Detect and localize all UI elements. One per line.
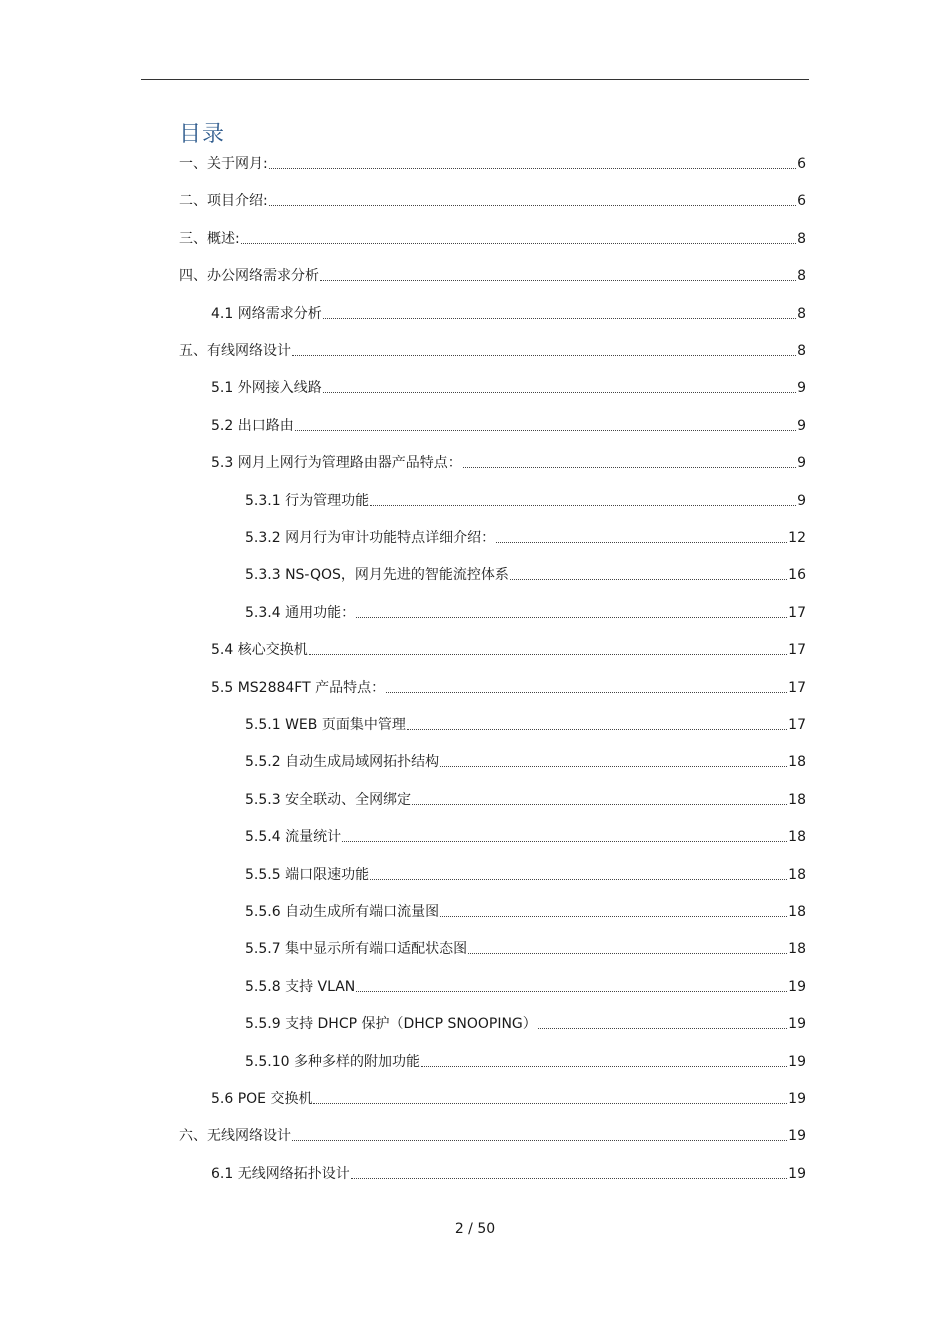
toc-entry-label: 五、有线网络设计	[179, 343, 291, 359]
toc-dot-leader	[269, 205, 796, 206]
toc-dot-leader	[351, 1178, 787, 1179]
toc-entry-page: 19	[788, 1128, 806, 1145]
toc-dot-leader	[313, 1103, 787, 1104]
toc-dot-leader	[356, 617, 787, 618]
toc-entry[interactable]	[179, 339, 806, 361]
toc-entry-label: 5.3.4 通用功能：	[245, 604, 356, 621]
toc-entry-page: 8	[797, 230, 806, 247]
toc-entry[interactable]	[245, 563, 806, 585]
toc-entry[interactable]	[245, 937, 806, 959]
toc-entry[interactable]	[245, 489, 806, 511]
toc-entry-label: 5.5.9 支持 DHCP 保护（DHCP SNOOPING）	[245, 1016, 537, 1033]
toc-dot-leader	[496, 542, 787, 543]
toc-dot-leader	[295, 430, 796, 431]
toc-entry[interactable]	[211, 451, 806, 473]
toc-dot-leader	[356, 991, 787, 992]
toc-entry-label: 六、无线网络设计	[179, 1128, 291, 1145]
toc-entry-label: 5.3.1 行为管理功能	[245, 492, 370, 509]
toc-entry-label: 5.3.2 网月行为审计功能特点详细介绍：	[245, 530, 496, 546]
toc-entry-label: 6.1 无线网络拓扑设计	[211, 1165, 350, 1182]
toc-entry[interactable]	[179, 227, 806, 249]
toc-entry-page: 18	[788, 791, 806, 808]
toc-entry-page: 18	[788, 904, 806, 920]
toc-entry-label: 一、关于网月:	[179, 156, 268, 172]
toc-entry-page: 9	[797, 492, 806, 509]
toc-entry-label: 5.4 核心交换机	[211, 642, 308, 659]
toc-dot-leader	[342, 841, 787, 842]
header-rule	[141, 79, 809, 80]
toc-entry[interactable]	[245, 863, 806, 885]
toc-entry-page: 17	[788, 717, 806, 733]
toc-dot-leader	[412, 804, 787, 805]
toc-entry-page: 6	[797, 156, 806, 172]
toc-entry[interactable]	[245, 1012, 806, 1034]
toc-entry[interactable]	[211, 1087, 806, 1109]
toc-entry-page: 17	[788, 604, 806, 621]
toc-entry-page: 8	[797, 268, 806, 285]
toc-dot-leader	[386, 692, 787, 693]
toc-entry-page: 9	[797, 380, 806, 397]
toc-entry-page: 8	[797, 343, 806, 359]
toc-entry-page: 12	[788, 530, 806, 546]
toc-entry-label: 5.2 出口路由	[211, 417, 294, 434]
toc-entry-page: 19	[788, 1165, 806, 1182]
toc-entry-label: 5.5.2 自动生成局域网拓扑结构	[245, 754, 440, 771]
toc-entry-label: 二、项目介绍:	[179, 193, 268, 210]
toc-dot-leader	[468, 953, 787, 954]
toc-dot-leader	[510, 579, 787, 580]
toc-entry[interactable]	[245, 825, 806, 847]
toc-entry-label: 5.5.10 多种多样的附加功能	[245, 1053, 420, 1070]
toc-entry[interactable]	[245, 750, 806, 772]
toc-entry-label: 5.5.1 WEB 页面集中管理	[245, 717, 406, 733]
toc-entry[interactable]	[211, 1162, 806, 1184]
toc-dot-leader	[323, 392, 796, 393]
toc-dot-leader	[292, 1140, 787, 1141]
toc-dot-leader	[440, 766, 787, 767]
toc-dot-leader	[538, 1028, 787, 1029]
toc-dot-leader	[421, 1066, 787, 1067]
toc-entry-page: 18	[788, 941, 806, 958]
toc-entry-label: 5.3.3 NS-QOS，网月先进的智能流控体系	[245, 567, 509, 584]
toc-entry-page: 18	[788, 829, 806, 846]
toc-entry-label: 5.5.5 端口限速功能	[245, 866, 370, 883]
toc-dot-leader	[463, 467, 796, 468]
toc-dot-leader	[269, 168, 796, 169]
toc-entry[interactable]	[179, 264, 806, 286]
toc-entry-label: 5.5.6 自动生成所有端口流量图	[245, 904, 440, 920]
toc-entry[interactable]	[245, 713, 806, 735]
toc-entry[interactable]	[179, 152, 806, 174]
toc-entry-label: 5.5.4 流量统计	[245, 829, 342, 846]
toc-dot-leader	[440, 916, 787, 917]
toc-dot-leader	[320, 280, 796, 281]
toc-entry-page: 17	[788, 679, 806, 696]
toc-entry-page: 19	[788, 1091, 806, 1107]
toc-entry[interactable]	[245, 900, 806, 922]
toc-entry[interactable]	[211, 376, 806, 398]
toc-dot-leader	[292, 355, 796, 356]
toc-entry-label: 5.5.3 安全联动、全网绑定	[245, 791, 412, 808]
toc-entry[interactable]	[179, 189, 806, 211]
toc-entry[interactable]	[245, 1050, 806, 1072]
toc-entry[interactable]	[245, 788, 806, 810]
toc-entry-page: 18	[788, 866, 806, 883]
toc-entry-label: 4.1 网络需求分析	[211, 305, 322, 322]
toc-entry[interactable]	[211, 414, 806, 436]
toc-entry[interactable]	[211, 638, 806, 660]
toc-title: 目录	[179, 121, 226, 147]
toc-dot-leader	[370, 879, 787, 880]
page-number: 2 / 50	[454, 1221, 496, 1237]
toc-entry[interactable]	[211, 676, 806, 698]
toc-dot-leader	[323, 318, 796, 319]
toc-dot-leader	[309, 654, 787, 655]
toc-entry-page: 9	[797, 455, 806, 472]
toc-entry-label: 三、概述:	[179, 230, 240, 247]
toc-dot-leader	[370, 505, 796, 506]
toc-entry-label: 5.5 MS2884FT 产品特点：	[211, 679, 386, 696]
toc-entry[interactable]	[245, 975, 806, 997]
toc-dot-leader	[241, 243, 796, 244]
toc-entry-label: 5.5.7 集中显示所有端口适配状态图	[245, 941, 468, 958]
toc-entry-label: 5.6 POE 交换机	[211, 1091, 313, 1107]
toc-entry-page: 17	[788, 642, 806, 659]
toc-entry-page: 8	[797, 305, 806, 322]
toc-entry[interactable]	[211, 302, 806, 324]
toc-entry-page: 19	[788, 1053, 806, 1070]
toc-dot-leader	[407, 729, 787, 730]
toc-entry-label: 5.3 网月上网行为管理路由器产品特点：	[211, 455, 462, 472]
toc-entry[interactable]	[245, 526, 806, 548]
toc-entry-page: 19	[788, 978, 806, 995]
toc-entry-label: 四、办公网络需求分析	[179, 268, 319, 285]
toc-entry-page: 9	[797, 417, 806, 434]
toc-entry[interactable]	[179, 1124, 806, 1146]
toc-entry-label: 5.5.8 支持 VLAN	[245, 978, 356, 995]
toc-entry[interactable]	[245, 601, 806, 623]
toc-entry-page: 6	[797, 193, 806, 210]
toc-entry-page: 18	[788, 754, 806, 771]
toc-entry-page: 19	[788, 1016, 806, 1033]
toc-entry-label: 5.1 外网接入线路	[211, 380, 322, 397]
toc-entry-page: 16	[788, 567, 806, 584]
